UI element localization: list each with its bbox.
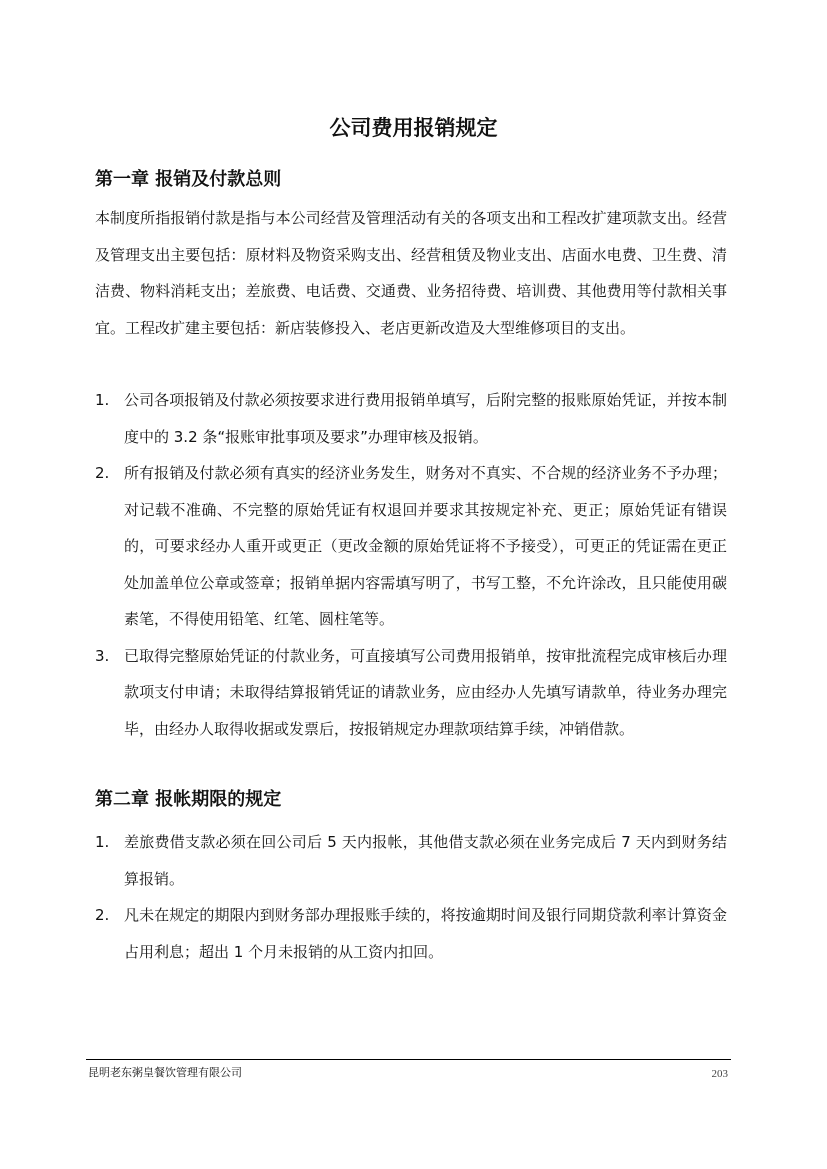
footer-divider [86, 1059, 731, 1060]
list-item [95, 824, 727, 897]
list-item-number: 1. [95, 391, 110, 409]
list-item-text: 所有报销及付款必须有真实的经济业务发生，财务对不真实、不合规的经济业务不予办理；对记载不准确、不完整的原始凭证有权退回并要求其按规定补充、更正；原始凭证有错误的，可要求经办人重开或更正（更改金额的原始凭证将不予接受），可更正的凭证需在更正处加盖单位公章或签章；报销单据内容需填写明了，书写工整，不允许涂改，且只能使用碳素笔，不得使用铅笔、红笔、圆柱笔等。 [124, 464, 727, 628]
list-item [95, 382, 727, 455]
list-item-text: 凡未在规定的期限内到财务部办理报账手续的，将按逾期时间及银行同期贷款利率计算资金占用利息；超出 1 个月未报销的从工资内扣回。 [124, 906, 727, 961]
list-item [95, 455, 727, 638]
document-title: 公司费用报销规定 [329, 116, 498, 140]
list-item-text: 已取得完整原始凭证的付款业务，可直接填写公司费用报销单，按审批流程完成审核后办理款项支付申请；未取得结算报销凭证的请款业务，应由经办人先填写请款单，待业务办理完毕，由经办人取得收据或发票后，按报销规定办理款项结算手续，冲销借款。 [124, 646, 727, 738]
chapter-2-list [95, 824, 727, 970]
list-item-number: 2. [95, 464, 110, 482]
chapter-2-heading: 第二章 报帐期限的规定 [95, 789, 282, 810]
list-item-number: 1. [95, 833, 110, 851]
chapter-1-list [95, 382, 727, 747]
page-number: 203 [711, 1068, 728, 1080]
list-item-text: 公司各项报销及付款必须按要求进行费用报销单填写，后附完整的报账原始凭证，并按本制度中的 3.2 条“报账审批事项及要求”办理审核及报销。 [124, 391, 727, 446]
footer-company: 昆明老东粥皇餐饮管理有限公司 [88, 1066, 242, 1079]
list-item [95, 638, 727, 748]
chapter-1-intro: 本制度所指报销付款是指与本公司经营及管理活动有关的各项支出和工程改扩建项款支出。经营及管理支出主要包括：原材料及物资采购支出、经营租赁及物业支出、店面水电费、卫生费、清洁费、物料消耗支出；差旅费、电话费、交通费、业务招待费、培训费、其他费用等付款相关事宜。工程改扩建主要包括：新店装修投入、老店更新改造及大型维修项目的支出。 [95, 209, 727, 337]
list-item-number: 2. [95, 906, 110, 924]
list-item [95, 897, 727, 970]
list-item-number: 3. [95, 646, 110, 665]
chapter-1-heading: 第一章 报销及付款总则 [95, 169, 282, 190]
list-item-text: 差旅费借支款必须在回公司后 5 天内报帐，其他借支款必须在业务完成后 7 天内到财务结算报销。 [124, 833, 727, 888]
